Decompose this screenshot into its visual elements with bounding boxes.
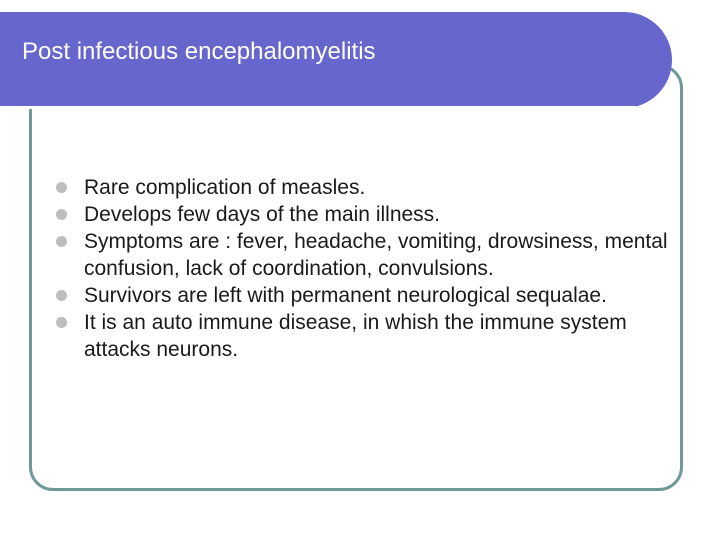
bullet-item bbox=[56, 228, 676, 282]
bullet-text: Symptoms are : fever, headache, vomiting, drowsiness, mental confusion, lack of coordination, convulsions. bbox=[84, 230, 668, 280]
bullet-text: Rare complication of measles. bbox=[84, 176, 366, 199]
bullet-text: Survivors are left with permanent neurological sequalae. bbox=[84, 284, 607, 307]
bullet-item bbox=[56, 201, 676, 228]
bullet-text: It is an auto immune disease, in whish the immune system attacks neurons. bbox=[84, 311, 627, 361]
slide-title: Post infectious encephalomyelitis bbox=[22, 38, 376, 65]
bullet-dot-icon bbox=[56, 182, 67, 193]
bullet-item bbox=[56, 174, 676, 201]
bullet-dot-icon bbox=[56, 290, 67, 301]
bullet-text: Develops few days of the main illness. bbox=[84, 203, 441, 226]
bullet-dot-icon bbox=[56, 236, 67, 247]
bullet-dot-icon bbox=[56, 317, 67, 328]
title-underline bbox=[0, 106, 636, 109]
bullet-list bbox=[56, 174, 676, 363]
bullet-item bbox=[56, 282, 676, 309]
bullet-dot-icon bbox=[56, 209, 67, 220]
bullet-item bbox=[56, 309, 676, 363]
